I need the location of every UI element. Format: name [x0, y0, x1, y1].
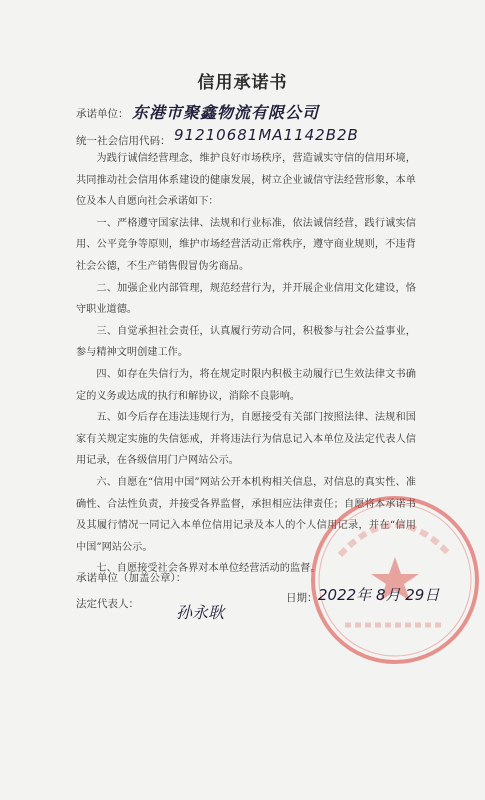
clause-4: 四、如存在失信行为，将在规定时限内积极主动履行已生效法律文书确定的义务或达成的执行和解协议，消除不良影响。 — [76, 368, 416, 402]
clause-1: 一、严格遵守国家法律、法规和行业标准，依法诚信经营，践行诚实信用、公平竞争等原则，维护市场经营活动正常秩序，遵守商业规则，不违背社会公德，不生产销售假冒伪劣商品。 — [76, 217, 416, 272]
clause-3: 三、自觉承担社会责任，认真履行劳动合同，积极参与社会公益事业，参与精神文明创建工作。 — [76, 325, 416, 359]
clause-5: 五、如今后存在违法违规行为，自愿接受有关部门按照法律、法规和国家有关规定实施的失信惩戒，并将违法行为信息记入本单位及法定代表人信用记录，在各级信用门户网站公示。 — [76, 412, 416, 467]
sign-label: 承诺单位（加盖公章）： — [76, 572, 187, 584]
intro-paragraph: 为践行诚信经营理念，维护良好市场秩序，营造诚实守信的信用环境，共同推动社会信用体系建设的健康发展，树立企业诚信守法经营形象，本单位及本人自愿向社会承诺如下： — [76, 153, 416, 208]
unit-label: 承诺单位： — [76, 108, 129, 120]
date-label: 日期： — [286, 592, 318, 604]
clause-6: 六、自愿在“信用中国”网站公开本机构相关信息，对信息的真实性、准确性、合法性负责，并接受各界监督，承担相应法律责任；自愿将本承诺书及其履行情况一同记入本单位信用记录及本人的个人信用记录，并在“信用中国”网站公示。 — [76, 476, 416, 553]
clause-2: 二、加强企业内部管理，规范经营行为，并开展企业信用文化建设，恪守职业道德。 — [76, 282, 416, 316]
legal-rep-signature: 孙永耿 — [176, 603, 225, 622]
credit-code-label: 统一社会信用代码： — [76, 135, 171, 147]
date-handwritten-value: 2022年 8月 29日 — [318, 586, 440, 604]
legal-rep-label: 法定代表人： — [76, 598, 139, 610]
unit-handwritten-value: 东港市聚鑫物流有限公司 — [132, 103, 320, 122]
document-title: 信用承诺书 — [197, 73, 288, 93]
company-seal-icon — [300, 485, 485, 675]
credit-code-handwritten-value: 91210681MA1142B2B — [174, 126, 359, 144]
clause-7: 七、自愿接受社会各界对本单位经营活动的监督。 — [96, 563, 321, 575]
